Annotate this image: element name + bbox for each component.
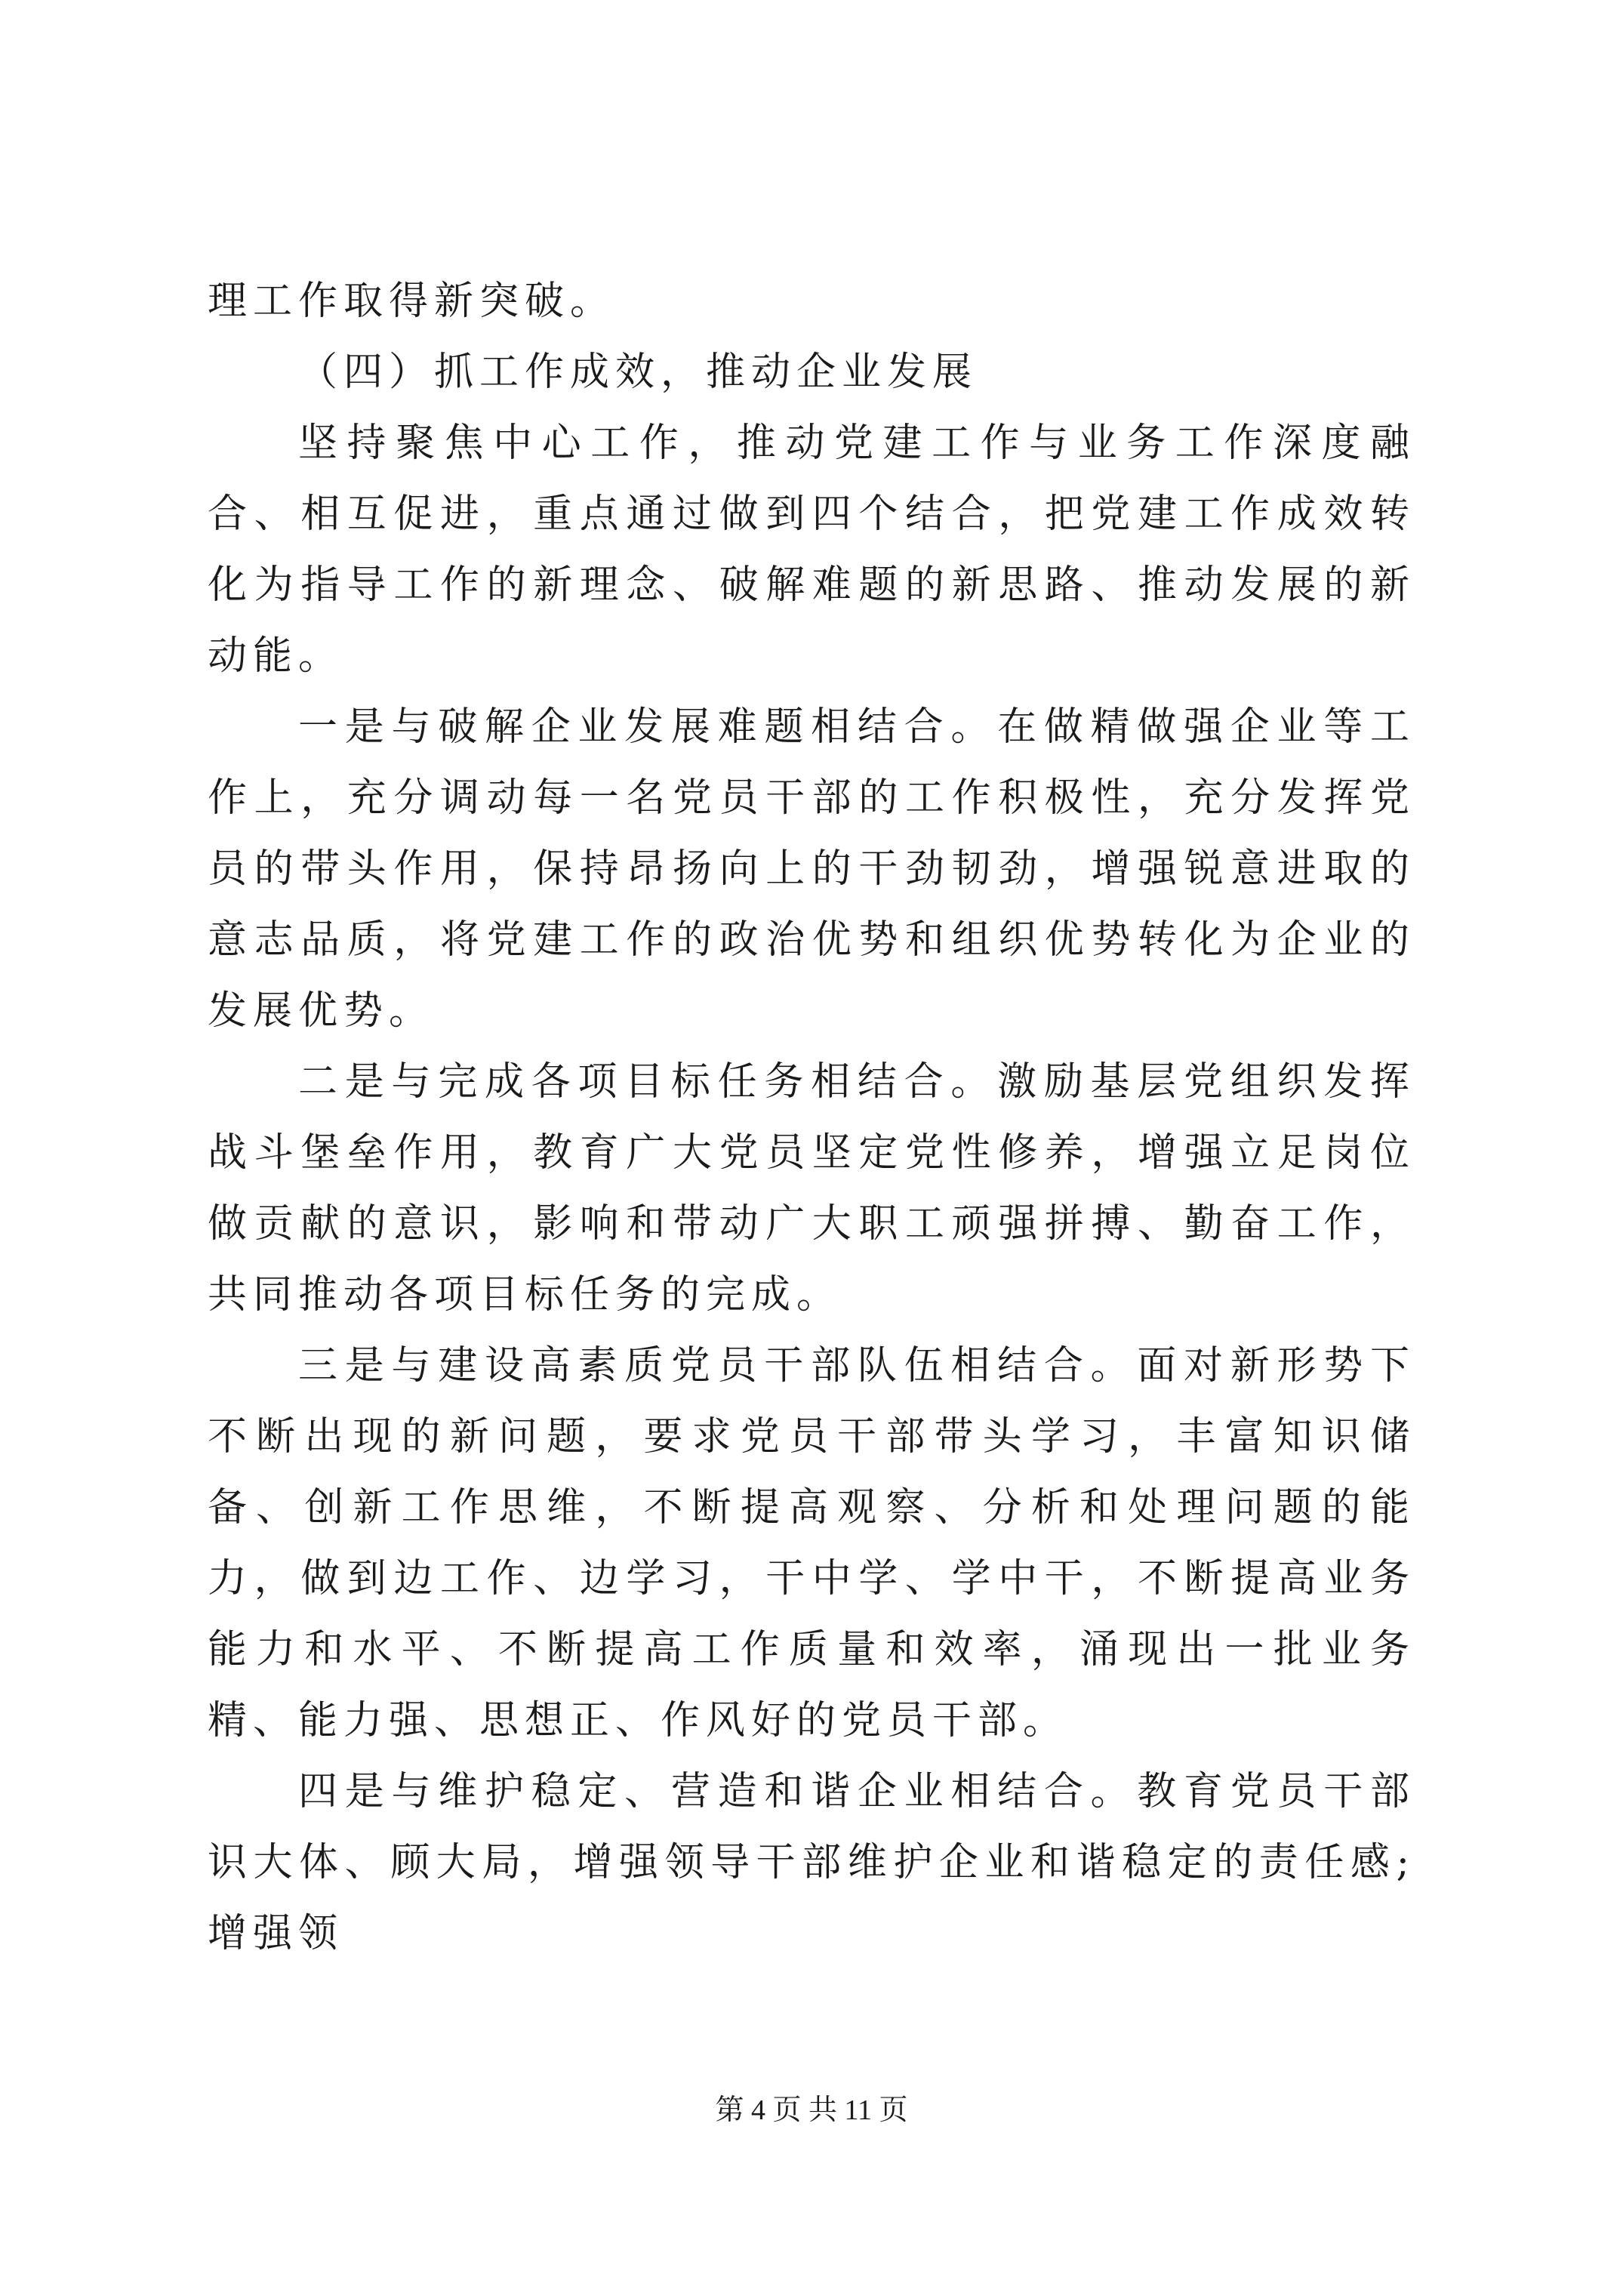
paragraph-point-2: 二是与完成各项目标任务相结合。激励基层党组织发挥战斗堡垒作用，教育广大党员坚定党性修养，增强立足岗位做贡献的意识，影响和带动广大职工顽强拼搏、勤奋工作，共同推动各项目标任务的完成。 [208, 1059, 1415, 1318]
section-heading: （四）抓工作成效，推动企业发展 [298, 350, 978, 395]
document-body [208, 266, 1415, 1969]
paragraph-intro: 坚持聚焦中心工作，推动党建工作与业务工作深度融合、相互促进，重点通过做到四个结合，把党建工作成效转化为指导工作的新理念、破解难题的新思路、推动发展的新动能。 [208, 421, 1415, 679]
paragraph-point-3: 三是与建设高素质党员干部队伍相结合。面对新形势下不断出现的新问题，要求党员干部带头学习，丰富知识储备、创新工作思维，不断提高观察、分析和处理问题的能力，做到边工作、边学习，干中学、学中干，不断提高业务能力和水平、不断提高工作质量和效率，涌现出一批业务精、能力强、思想正、作风好的党员干部。 [208, 1343, 1415, 1743]
page-number-footer: 第 4 页 共 11 页 [715, 2094, 908, 2126]
paragraph-point-1: 一是与破解企业发展难题相结合。在做精做强企业等工作上，充分调动每一名党员干部的工作积极性，充分发挥党员的带头作用，保持昂扬向上的干劲韧劲，增强锐意进取的意志品质，将党建工作的政治优势和组织优势转化为企业的发展优势。 [208, 704, 1415, 1034]
paragraph-point-4: 四是与维护稳定、营造和谐企业相结合。教育党员干部识大体、顾大局，增强领导干部维护企业和谐稳定的责任感;增强领 [208, 1769, 1415, 1956]
paragraph-continuation: 理工作取得新突破。 [208, 279, 616, 324]
